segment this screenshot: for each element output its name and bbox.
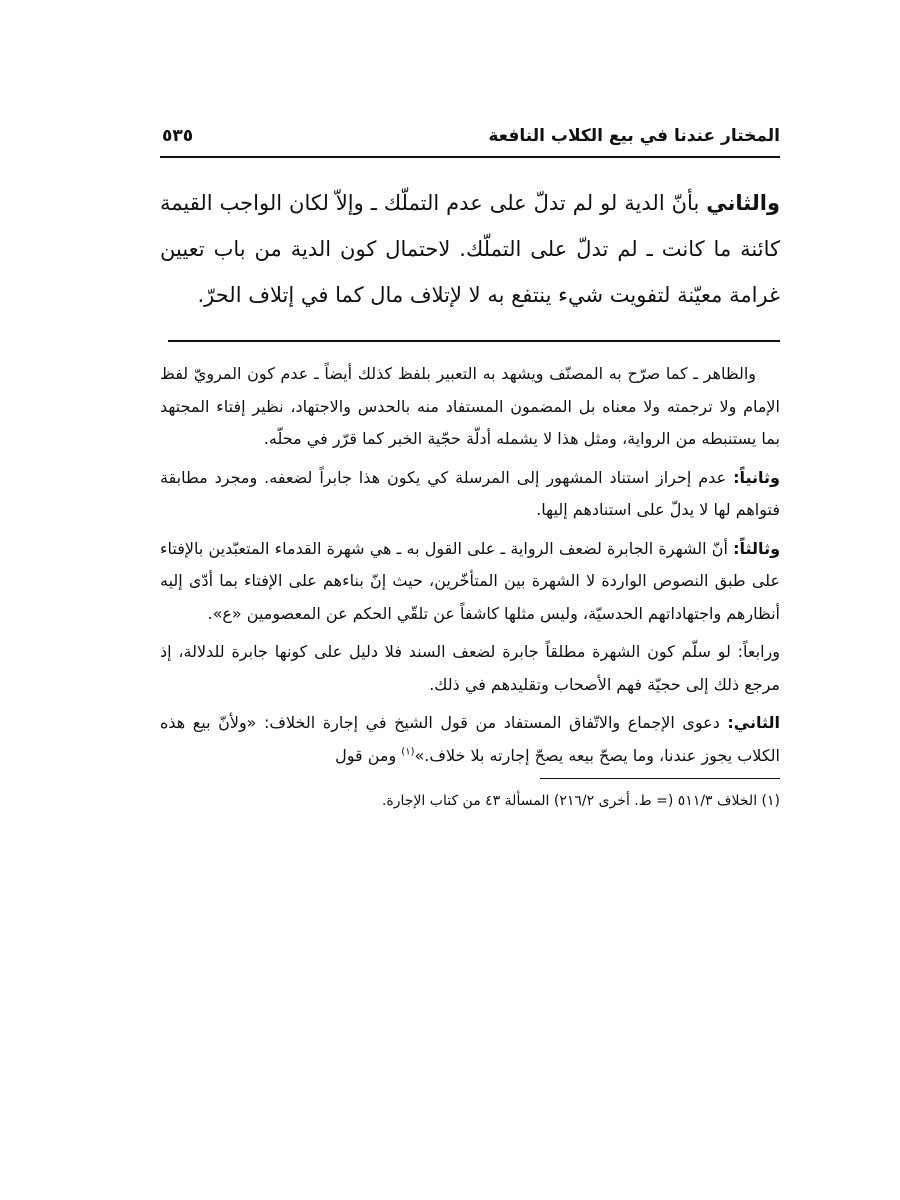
note-paragraph-1: والظاهر ـ كما صرّح به المصنّف ويشهد به التعبير بلفظ كذلك أيضاً ـ عدم كون المرويّ لفظ الإمام ولا ترجمته ولا معناه بل المضمون المستفاد منه بالحدس والاجتهاد، نظير إفتاء المجتهد بما يستنبطه من الرواية، ومثل هذا لا يشمله أدلّة حجّية الخبر كما قرّر في محلّه.: [160, 364, 780, 448]
note-2-lead: وثانياً:: [733, 467, 780, 487]
footnote-divider: [540, 778, 780, 779]
page-number: ٥٣٥: [162, 126, 194, 146]
section-divider: [168, 340, 780, 342]
note-5-text: دعوى الإجماع والاتّفاق المستفاد من قول الشيخ في إجارة الخلاف: «ولأنّ بيع هذه الكلاب يجوز عندنا، وما يصحّ بيعه يصحّ إجارته بلا خلاف.»: [160, 713, 780, 765]
note-3-lead: وثالثاً:: [733, 538, 781, 558]
page-header: [160, 120, 780, 158]
main-lead-word: والثاني: [706, 191, 780, 215]
note-3-text: أنّ الشهرة الجابرة لضعف الرواية ـ على القول به ـ هي شهرة القدماء المتعبّدين بالإفتاء على طبق النصوص الواردة لا الشهرة بين المتأخّرين، حيث إنّ بناءهم على الإفتاء بما أدّى إليه أنظارهم واجتهاداتهم الحدسيّة، وليس مثلها كاشفاً عن تلقّي الحكم عن المعصومين «ع».: [160, 538, 780, 623]
main-text: بأنّ الدية لو لم تدلّ على عدم التملّك ـ وإلاّ لكان الواجب القيمة كائنة ما كانت ـ لم تدلّ على التملّك. لاحتمال كون الدية من باب تعيين غرامة معيّنة لتفويت شيء ينتفع به لا لإتلاف مال كما في إتلاف الحرّ.: [160, 191, 780, 307]
note-5-tail: ومن قول: [335, 745, 397, 765]
page: [160, 120, 780, 813]
note-2-text: عدم إحراز استناد المشهور إلى المرسلة كي يكون هذا جابراً لضعفه. ومجرد مطابقة فتواهم لها لا يدلّ على استنادهم إليها.: [160, 467, 780, 519]
note-paragraph-3: [160, 533, 780, 631]
note-5-lead: الثاني:: [727, 713, 780, 732]
footnote: (١) الخلاف ٥١١/٣ (= ط. أخرى ٢١٦/٢) المسألة ٤٣ من كتاب الإجارة.: [381, 793, 780, 809]
note-paragraph-4: ورابعاً: لو سلّم كون الشهرة مطلقاً جابرة لضعف السند فلا دليل على كونها جابرة للدلالة، إذ مرجع ذلك إلى حجيّة فهم الأصحاب وتقليدهم في ذلك.: [160, 642, 780, 694]
note-paragraph-2: [160, 462, 780, 527]
note-paragraph-5: [160, 707, 780, 772]
main-paragraph: [160, 180, 780, 318]
running-title: المختار عندنا في بيع الكلاب النافعة: [488, 126, 780, 146]
footnote-reference: (١): [401, 746, 415, 758]
